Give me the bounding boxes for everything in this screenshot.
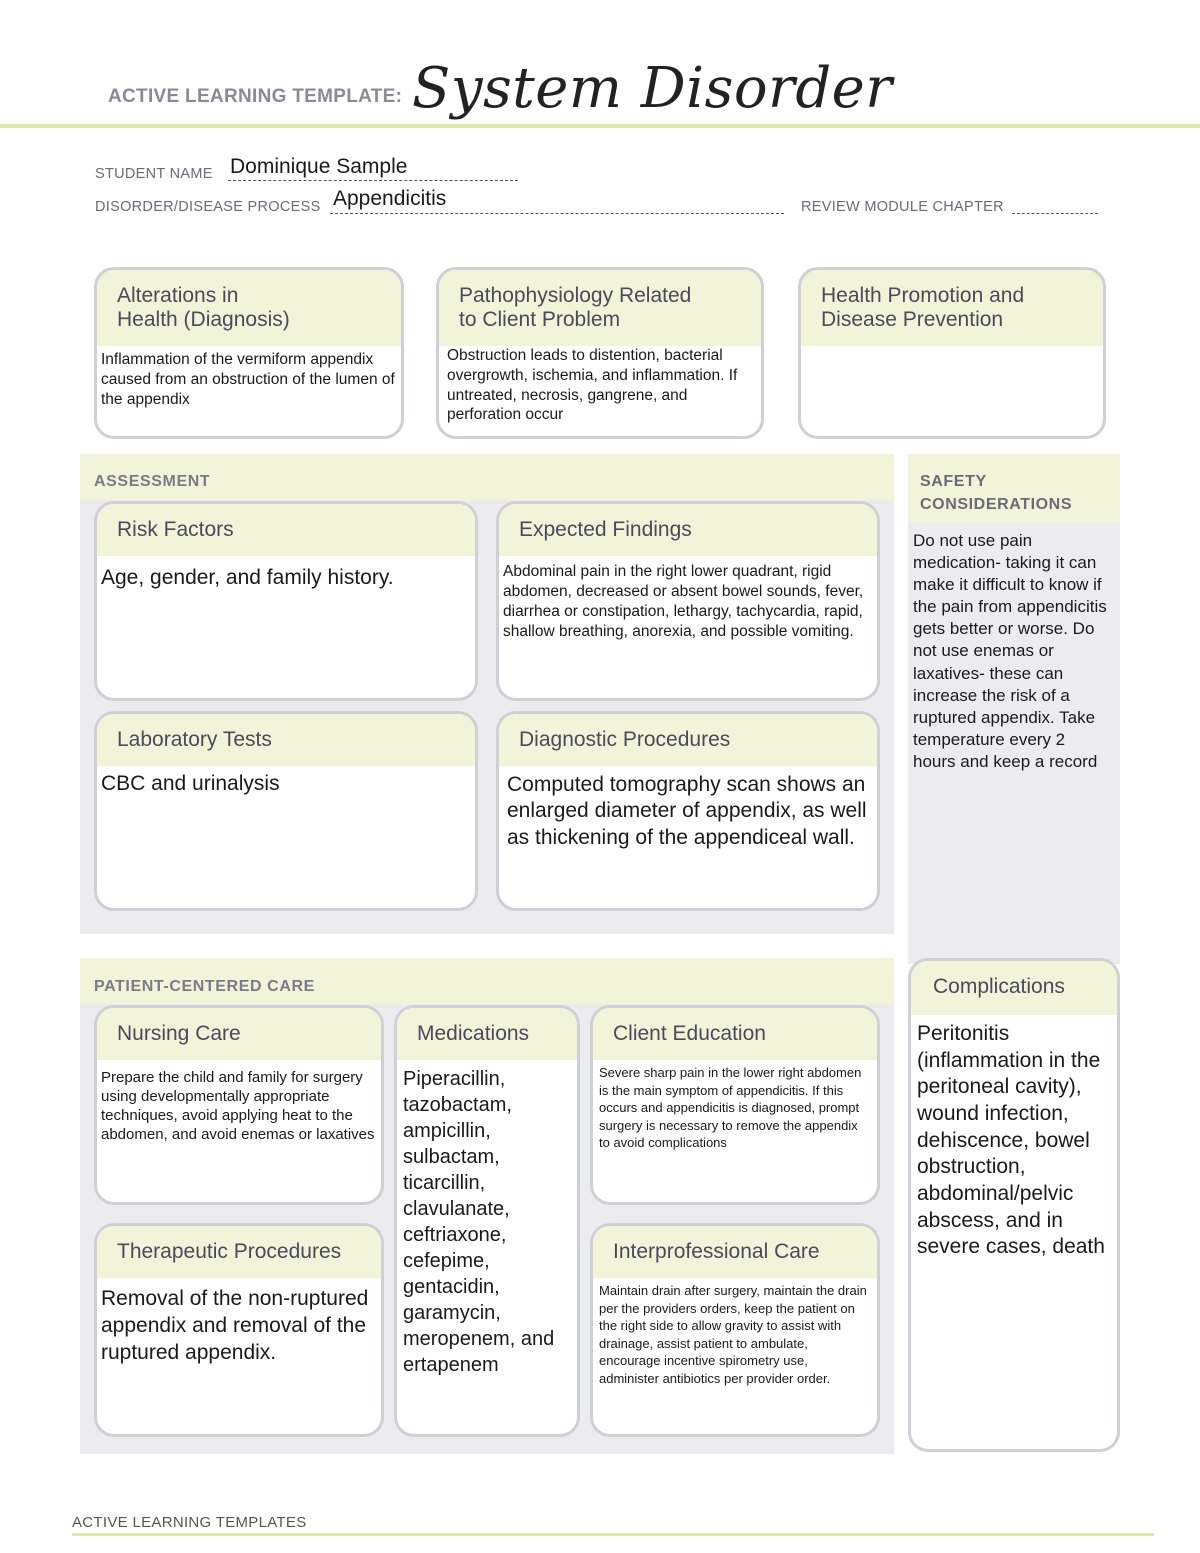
expected-findings-card	[496, 501, 880, 701]
diagnostic-procedures-title: Diagnostic Procedures	[499, 714, 877, 766]
pathophysiology-title: Pathophysiology Related to Client Problem	[439, 270, 761, 346]
interprofessional-care-card	[590, 1223, 880, 1437]
health-promotion-card	[798, 267, 1106, 439]
nursing-care-body[interactable]: Prepare the child and family for surgery using developmentally appropriate techniques, avoid applying heat to the abdomen, and avoid enemas or laxatives	[101, 1069, 375, 1144]
diagnostic-procedures-body[interactable]: Computed tomography scan shows an enlarged diameter of appendix, as well as thickening of the appendiceal wall.	[507, 773, 867, 849]
nursing-care-card	[94, 1005, 384, 1205]
expected-findings-title: Expected Findings	[499, 504, 877, 556]
health-promotion-title: Health Promotion and Disease Prevention	[801, 270, 1103, 346]
risk-factors-body[interactable]: Age, gender, and family history.	[101, 566, 394, 589]
client-education-card	[590, 1005, 880, 1205]
patient-care-title: PATIENT-CENTERED CARE	[94, 978, 315, 995]
safety-title: SAFETY CONSIDERATIONS	[908, 454, 1120, 522]
alterations-body[interactable]: Inflammation of the vermiform appendix caused from an obstruction of the lumen of the appendix	[101, 351, 395, 409]
interprofessional-care-title: Interprofessional Care	[593, 1226, 877, 1278]
therapeutic-procedures-body[interactable]: Removal of the non-ruptured appendix and removal of the ruptured appendix.	[101, 1287, 369, 1364]
assessment-title: ASSESSMENT	[94, 473, 211, 490]
laboratory-tests-title: Laboratory Tests	[97, 714, 475, 766]
alterations-title: Alterations in Health (Diagnosis)	[97, 270, 401, 346]
disorder-field[interactable]: Appendicitis	[333, 187, 447, 210]
header-divider	[0, 124, 1200, 128]
risk-factors-title: Risk Factors	[97, 504, 475, 556]
medications-card	[394, 1005, 580, 1437]
disorder-label: DISORDER/DISEASE PROCESS	[95, 199, 321, 215]
footer-divider	[72, 1533, 1154, 1536]
laboratory-tests-body[interactable]: CBC and urinalysis	[101, 772, 280, 795]
review-module-label: REVIEW MODULE CHAPTER	[801, 199, 1004, 215]
pathophysiology-body[interactable]: Obstruction leads to distention, bacterial overgrowth, ischemia, and inflammation. If untreated, necrosis, gangrene, and perforation occur	[447, 347, 738, 424]
client-education-body[interactable]: Severe sharp pain in the lower right abdomen is the main symptom of appendicitis. If this occurs and appendicitis is diagnosed, prompt surgery is necessary to remove the appendix to avoid complications	[599, 1065, 862, 1151]
interprofessional-care-body[interactable]: Maintain drain after surgery, maintain the drain per the providers orders, keep the patient on the right side to allow gravity to assist with drainage, assist patient to ambulate, encourage incentive spirometry use, administer antibiotics per provider order.	[599, 1283, 867, 1386]
medications-title: Medications	[397, 1008, 577, 1060]
alterations-card	[94, 267, 404, 439]
diagnostic-procedures-card	[496, 711, 880, 911]
safety-body[interactable]: Do not use pain medication- taking it can make it difficult to know if the pain from appendicitis gets better or worse. Do not use enemas or laxatives- these can increase the risk of a ruptured appendix. Take temperature every 2 hours and keep a record	[913, 531, 1107, 771]
footer-label: ACTIVE LEARNING TEMPLATES	[72, 1514, 307, 1531]
disorder-line	[330, 213, 784, 214]
risk-factors-card	[94, 501, 478, 701]
complications-title: Complications	[911, 961, 1117, 1015]
therapeutic-procedures-card	[94, 1223, 384, 1437]
nursing-care-title: Nursing Care	[97, 1008, 381, 1060]
complications-card	[908, 958, 1120, 1452]
template-label: ACTIVE LEARNING TEMPLATE:	[108, 86, 403, 107]
medications-body[interactable]: Piperacillin, tazobactam, ampicillin, sulbactam, ticarcillin, clavulanate, ceftriaxone, cefepime, gentacidin, garamycin, meropenem, and ertapenem	[403, 1068, 555, 1376]
laboratory-tests-card	[94, 711, 478, 911]
expected-findings-body[interactable]: Abdominal pain in the right lower quadrant, rigid abdomen, decreased or absent bowel sounds, fever, diarrhea or constipation, lethargy, tachycardia, rapid, shallow breathing, anorexia, and possible vomiting.	[503, 563, 864, 641]
therapeutic-procedures-title: Therapeutic Procedures	[97, 1226, 381, 1278]
health-promotion-body[interactable]	[801, 346, 1103, 354]
student-name-line	[228, 180, 518, 181]
student-name-label: STUDENT NAME	[95, 166, 213, 182]
client-education-title: Client Education	[593, 1008, 877, 1060]
complications-body[interactable]: Peritonitis (inflammation in the peritoneal cavity), wound infection, dehiscence, bowel obstruction, abdominal/pelvic abscess, and in severe cases, death	[917, 1022, 1105, 1259]
student-name-field[interactable]: Dominique Sample	[230, 155, 408, 178]
page-title: System Disorder	[412, 56, 893, 121]
pathophysiology-card	[436, 267, 764, 439]
review-module-line	[1012, 213, 1098, 214]
